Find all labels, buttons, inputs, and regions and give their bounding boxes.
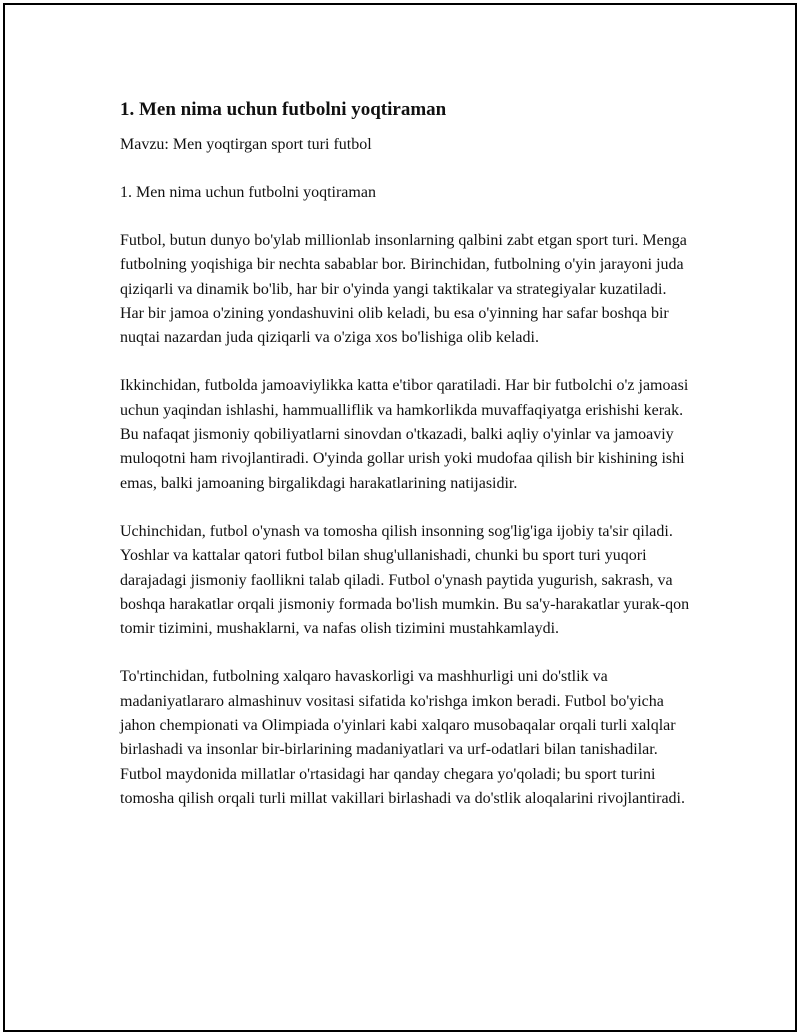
paragraph-1: Futbol, butun dunyo bo'ylab millionlab insonlarning qalbini zabt etgan sport turi. Menga futbolning yoqishiga bir nechta sabablar bor. Birinchidan, futbolning o'yin jarayoni juda qiziqarli va dinamik bo'lib, har bir o'yinda yangi taktikalar va strategiyalar kuzatiladi. Har bir jamoa o'zining yondashuvini olib keladi, bu esa o'yinning har safar boshqa bir nuqtai nazardan juda qiziqarli va o'ziga xos bo'lishiga olib keladi.: [120, 232, 687, 347]
page-frame: [3, 3, 797, 1032]
document-subject: Mavzu: Men yoqtirgan sport turi futbol: [120, 136, 372, 153]
paragraph-2: Ikkinchidan, futbolda jamoaviylikka katta e'tibor qaratiladi. Har bir futbolchi o'z jamoasi uchun yaqindan ishlashi, hammualliflik va hamkorlikda muvaffaqiyatga erishishi kerak. Bu nafaqat jismoniy qobiliyatlarni sinovdan o'tkazadi, balki aqliy o'yinlar va jamoaviy muloqotni ham rivojlantiradi. O'yinda gollar urish yoki mudofaa qilish bir kishining ishi emas, balki jamoaning birgalikdagi harakatlarining natijasidir.: [120, 377, 689, 492]
paragraph-4: To'rtinchidan, futbolning xalqaro havaskorligi va mashhurligi uni do'stlik va madaniyatlararo almashinuv vositasi sifatida ko'rishga imkon beradi. Futbol bo'yicha jahon chempionati va Olimpiada o'yinlari kabi xalqaro musobaqalar orqali turli xalqlar birlashadi va insonlar bir-birlarining madaniyatlari va urf-odatlari bilan tanishadilar. Futbol maydonida millatlar o'rtasidagi har qanday chegara yo'qoladi; bu sport turini tomosha qilish orqali turli millat vakillari birlashadi va do'stlik aloqalarini rivojlantiradi.: [120, 668, 685, 807]
paragraph-3: Uchinchidan, futbol o'ynash va tomosha qilish insonning sog'lig'iga ijobiy ta'sir qiladi. Yoshlar va kattalar qatori futbol bilan shug'ullanishadi, chunki bu sport turi yuqori darajadagi jismoniy faollikni talab qiladi. Futbol o'ynash paytida yugurish, sakrash, va boshqa harakatlar orqali jismoniy formada bo'lish mumkin. Bu sa'y-harakatlar yurak-qon tomir tizimini, mushaklarni, va nafas olish tizimini mustahkamlaydi.: [120, 522, 690, 638]
document-body: [120, 97, 690, 835]
section-heading: 1. Men nima uchun futbolni yoqtiraman: [120, 184, 376, 201]
document-title: 1. Men nima uchun futbolni yoqtiraman: [120, 99, 447, 120]
